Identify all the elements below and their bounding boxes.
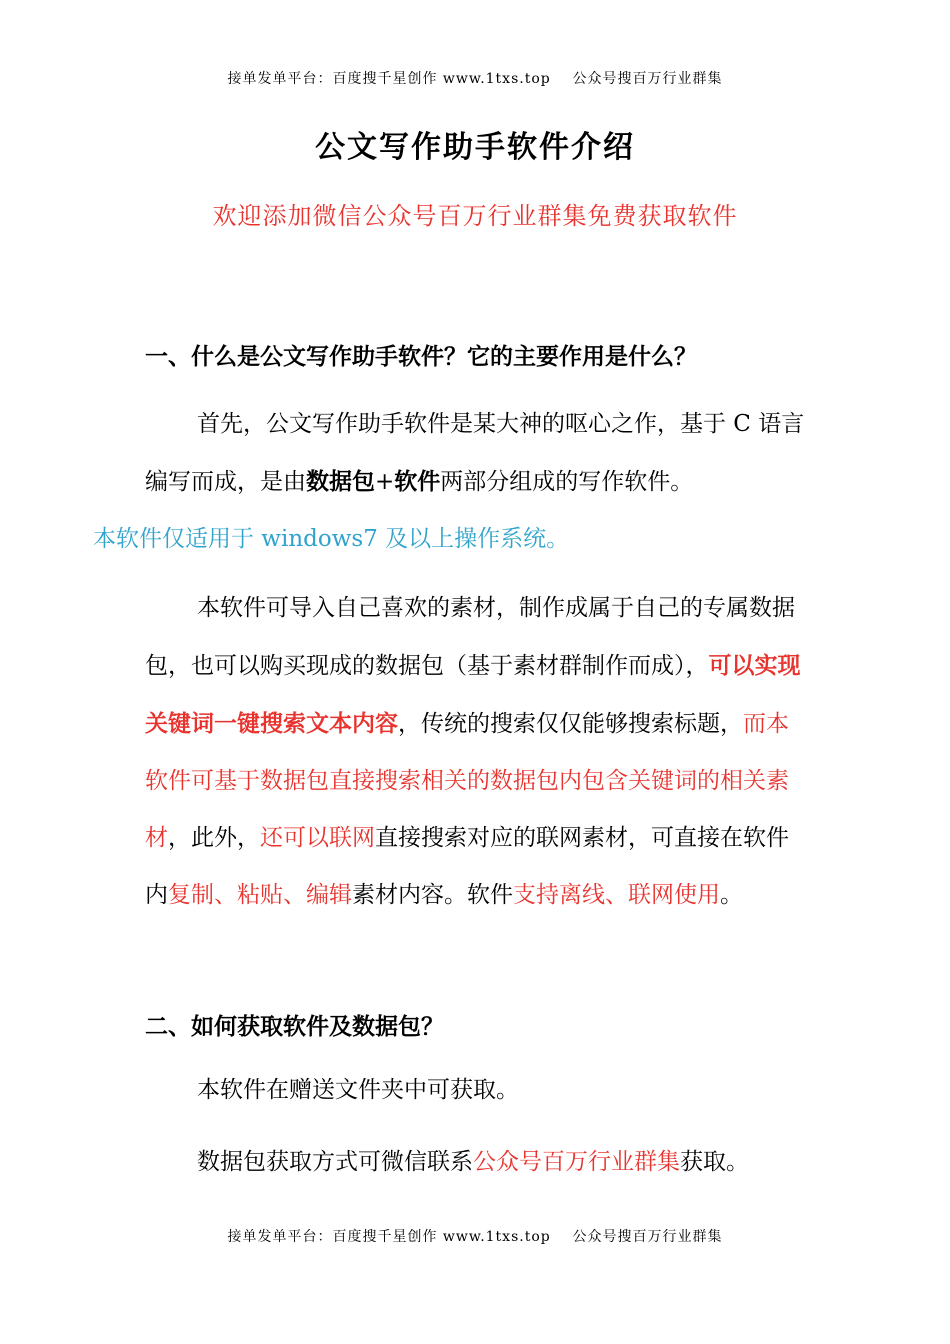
document-subtitle: 欢迎添加微信公众号百万行业群集免费获取软件 — [212, 202, 738, 230]
s1p2-text-d: 而本软件可基于数据包直接搜索相关的数据包内包含关键词的相关素材 — [145, 711, 789, 851]
header-left: 接单发单平台：百度搜千星创作 www.1txs.top — [227, 71, 551, 87]
s1p2-text-j: 支持离线、联网使用 — [513, 882, 720, 908]
s1p1-text-b: 数据包 — [306, 468, 375, 495]
footer-left: 接单发单平台：百度搜千星创作 www.1txs.top — [227, 1229, 551, 1245]
section1-paragraph2 — [145, 580, 805, 924]
s1p2-text-i: 素材内容。软件 — [352, 882, 513, 908]
s1p2-text-e: ，此外， — [168, 825, 260, 851]
s1p1-text-f: 本软件仅适用于 windows7 及以上操作系统。 — [93, 526, 570, 552]
s1p2-text-g: 直接搜索对应的联网素材，可直接在软件内 — [145, 825, 789, 908]
s2p2-text-c: 获取。 — [680, 1149, 749, 1175]
s1p2-text-h: 复制、粘贴、编辑 — [168, 882, 352, 908]
section1-heading: 一、什么是公文写作助手软件？它的主要作用是什么？ — [145, 343, 697, 370]
page-header — [0, 68, 950, 88]
s1p1-text-d: 软件 — [394, 468, 441, 495]
s1p2-text-k: 。 — [720, 882, 743, 908]
section1-paragraph1 — [93, 396, 805, 568]
s2p2-text-a: 数据包获取方式可微信联系 — [197, 1149, 473, 1175]
s1p2-text-f: 还可以联网 — [260, 825, 375, 851]
s1p1-text-e: 两部分组成的写作软件。 — [440, 469, 694, 495]
document-title: 公文写作助手软件介绍 — [315, 130, 635, 165]
s1p2-text-a: 本软件可导入自己喜欢的素材，制作成属于自己的专属数据包，也可以购买现成的数据包（基于素材群制作而成）， — [145, 595, 795, 679]
section2-paragraph1: 本软件在赠送文件夹中可获取。 — [197, 1077, 519, 1103]
s1p1-text-a: 首先，公文写作助手软件是某大神的呕心之作，基于 C 语言编写而成，是由 — [145, 411, 805, 495]
page-footer — [0, 1226, 950, 1246]
footer-right: 公众号搜百万行业群集 — [572, 1229, 723, 1245]
s1p2-text-b: 可以实现关键词一键搜索文本内容 — [145, 652, 801, 737]
s1p1-text-c: + — [375, 469, 395, 495]
s2p2-text-b: 公众号百万行业群集 — [473, 1149, 680, 1175]
section2-paragraph2 — [145, 1134, 805, 1191]
section2-heading: 二、如何获取软件及数据包？ — [145, 1013, 444, 1040]
s1p2-text-c: ，传统的搜索仅仅能够搜索标题， — [398, 711, 743, 737]
header-right: 公众号搜百万行业群集 — [572, 71, 723, 87]
